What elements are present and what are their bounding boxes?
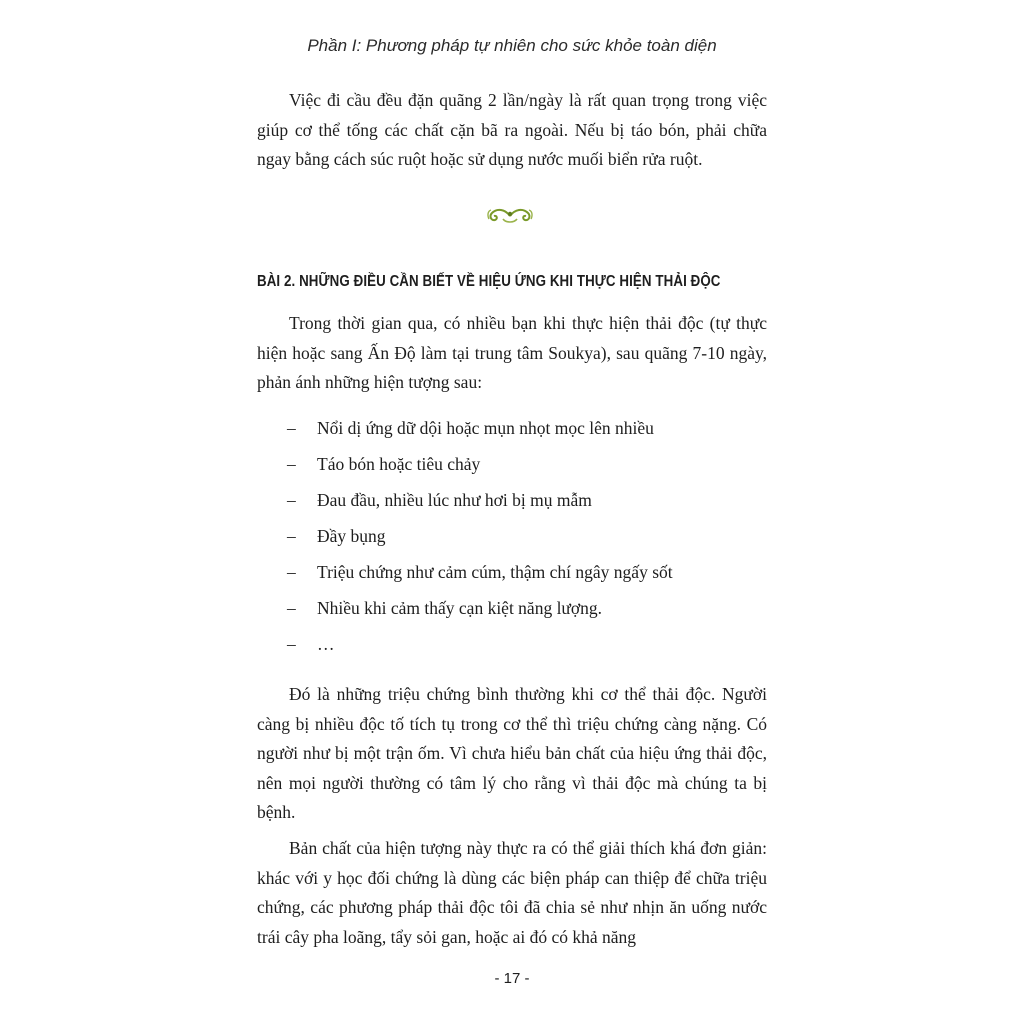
list-dash: – [287, 454, 296, 474]
list-item [257, 522, 777, 558]
symptom-list [257, 414, 777, 666]
list-dash: – [287, 598, 296, 618]
list-item-text: Táo bón hoặc tiêu chảy [317, 454, 481, 474]
section-heading: BÀI 2. NHỮNG ĐIỀU CẦN BIẾT VỀ HIỆU ỨNG KHI THỰC HIỆN THẢI ĐỘC [257, 273, 721, 290]
list-item [257, 486, 777, 522]
list-dash: – [287, 562, 296, 582]
list-item-text: Đau đầu, nhiều lúc như hơi bị mụ mẫm [317, 490, 592, 510]
list-dash: – [287, 526, 296, 546]
list-item [257, 558, 777, 594]
list-dash: – [287, 490, 296, 510]
page-number: - 17 - [494, 970, 530, 987]
paragraph-2: Đó là những triệu chứng bình thường khi cơ thể thải độc. Người càng bị nhiều độc tố tích tụ trong cơ thể thì triệu chứng càng nặng. Có người như bị một trận ốm. Vì chưa hiểu bản chất của hiệu ứng thải độc, nên mọi người thường có tâm lý cho rằng vì thải độc mà chúng ta bị bệnh. [257, 684, 767, 822]
intro-paragraph: Việc đi cầu đều đặn quãng 2 lần/ngày là rất quan trọng trong việc giúp cơ thể tống các chất cặn bã ra ngoài. Nếu bị táo bón, phải chữa ngay bằng cách súc ruột hoặc sử dụng nước muối biển rửa ruột. [257, 90, 767, 169]
list-dash: – [287, 418, 296, 438]
paragraph-1: Trong thời gian qua, có nhiều bạn khi thực hiện thải độc (tự thực hiện hoặc sang Ấn Độ làm tại trung tâm Soukya), sau quãng 7-10 ngày, phản ánh những hiện tượng sau: [257, 313, 767, 392]
list-item-text: Đầy bụng [317, 526, 386, 546]
list-item-text: Nhiều khi cảm thấy cạn kiệt năng lượng. [317, 598, 603, 618]
list-item [257, 594, 777, 630]
list-item-text: Triệu chứng như cảm cúm, thậm chí ngây ngấy sốt [317, 562, 673, 582]
list-item [257, 414, 777, 450]
list-item [257, 450, 777, 486]
list-item-text: Nổi dị ứng dữ dội hoặc mụn nhọt mọc lên nhiều [317, 418, 654, 438]
list-dash: – [287, 634, 296, 654]
list-item [257, 630, 777, 666]
floral-ornament-icon [485, 205, 535, 227]
running-head: Phần I: Phương pháp tự nhiên cho sức khỏe toàn diện [307, 36, 717, 55]
paragraph-3: Bản chất của hiện tượng này thực ra có thể giải thích khá đơn giản: khác với y học đối chứng là dùng các biện pháp can thiệp để chữa triệu chứng, các phương pháp thải độc tôi đã chia sẻ như nhịn ăn uống nước trái cây pha loãng, tẩy sỏi gan, hoặc ai đó có khả năng [257, 838, 767, 947]
list-item-text: … [317, 634, 335, 654]
